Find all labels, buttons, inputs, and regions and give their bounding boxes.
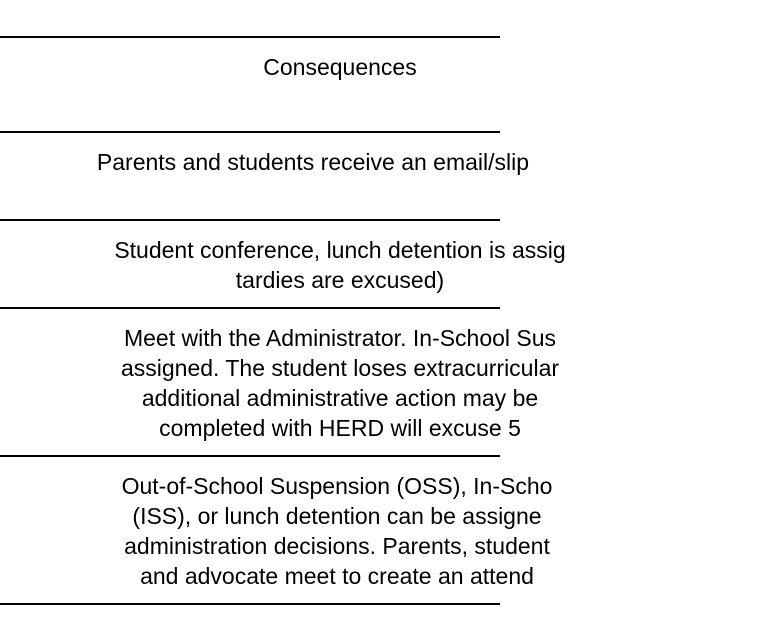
table-row-3	[0, 323, 780, 443]
row-3-line-4: completed with HERD will excuse 5	[159, 415, 521, 441]
row-1-line-1: Parents and students receive an email/slip	[96, 149, 530, 175]
row-4-line-4: and advocate meet to create an attend	[140, 563, 534, 589]
table-header-consequences	[90, 52, 590, 82]
row-4-line-1: Out-of-School Suspension (OSS), In-Scho	[121, 473, 553, 499]
row-2-line-2: tardies are excused)	[235, 267, 445, 293]
table-bottom-border	[0, 603, 500, 605]
table-top-border	[0, 36, 500, 38]
row-4-line-2: (ISS), or lunch detention can be assigne	[132, 503, 542, 529]
row-1-border	[0, 219, 500, 221]
table-row-4	[0, 471, 777, 591]
table-row-1	[0, 147, 753, 177]
header-bottom-border	[0, 131, 500, 133]
row-4-line-3: administration decisions. Parents, student	[124, 533, 550, 559]
row-2-border	[0, 307, 500, 309]
row-2-line-1: Student conference, lunch detention is assig	[114, 237, 566, 263]
row-3-border	[0, 455, 500, 457]
header-label: Consequences	[263, 54, 417, 80]
row-3-line-3: additional administrative action may be	[141, 385, 539, 411]
table-row-2	[0, 235, 780, 295]
row-3-line-1: Meet with the Administrator. In-School Sus	[123, 325, 557, 351]
row-3-line-2: assigned. The student loses extracurricular	[120, 355, 560, 381]
